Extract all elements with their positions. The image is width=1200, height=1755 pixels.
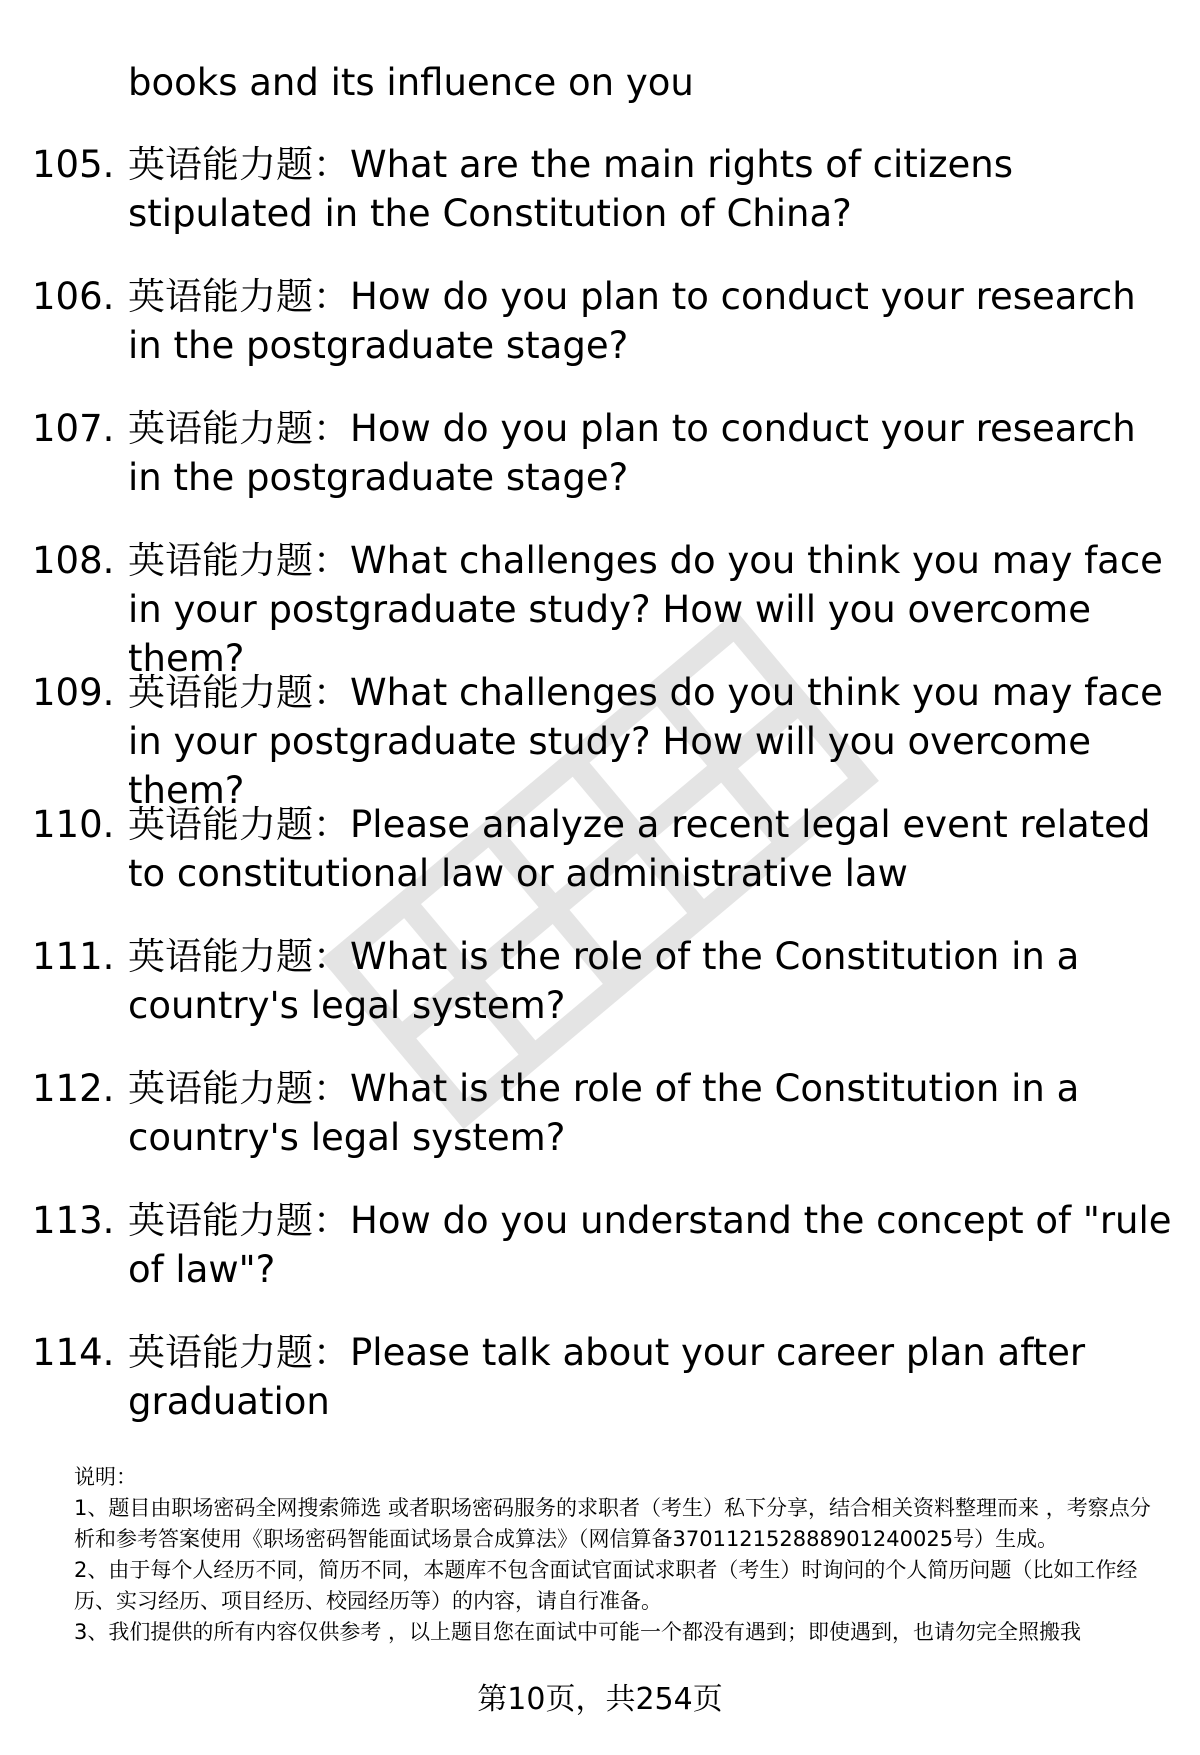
question-item — [0, 800, 1200, 932]
question-item — [0, 404, 1200, 536]
question-body — [128, 1064, 1178, 1162]
question-body — [128, 272, 1178, 370]
question-body — [128, 1328, 1178, 1426]
question-text: How do you plan to conduct your research in the postgraduate stage? — [128, 275, 1136, 367]
question-category-tag: 英语能力题： — [128, 671, 350, 714]
question-number: 113. — [32, 1199, 115, 1242]
question-item — [0, 272, 1200, 404]
question-number: 107. — [32, 407, 115, 450]
question-number: 114. — [32, 1331, 115, 1374]
question-text: What challenges do you think you may face in your postgraduate study? How will you overcome them? — [128, 671, 1163, 812]
notes-item-1: 1、题目由职场密码全网搜索筛选 或者职场密码服务的求职者（考生）私下分享，结合相关资料整理而来 ，考察点分析和参考答案使用《职场密码智能面试场景合成算法》（网信算备370112152888901240025号）生成。 — [74, 1496, 1151, 1551]
question-body — [128, 140, 1178, 238]
question-category-tag: 英语能力题： — [128, 1067, 350, 1110]
question-body — [128, 1196, 1178, 1294]
question-text: What is the role of the Constitution in a country's legal system? — [128, 935, 1080, 1027]
question-category-tag: 英语能力题： — [128, 935, 350, 978]
continuation-text: books and its influence on you — [128, 61, 694, 104]
question-text: Please analyze a recent legal event related to constitutional law or administrative law — [128, 803, 1151, 895]
question-body — [128, 800, 1178, 898]
question-number: 110. — [32, 803, 115, 846]
question-body — [128, 404, 1178, 502]
question-text: What is the role of the Constitution in a country's legal system? — [128, 1067, 1080, 1159]
question-number: 109. — [32, 671, 115, 714]
question-item — [0, 1328, 1200, 1460]
question-category-tag: 英语能力题： — [128, 275, 350, 318]
question-category-tag: 英语能力题： — [128, 803, 350, 846]
question-item — [0, 1196, 1200, 1328]
question-category-tag: 英语能力题： — [128, 143, 350, 186]
question-text: How do you plan to conduct your research in the postgraduate stage? — [128, 407, 1136, 499]
question-text: How do you understand the concept of "rule of law"? — [128, 1199, 1172, 1291]
question-item — [0, 932, 1200, 1064]
question-text: Please talk about your career plan after graduation — [128, 1331, 1086, 1423]
question-number: 106. — [32, 275, 115, 318]
page-number-footer: 第10页，共254页 — [477, 1682, 723, 1717]
question-body — [128, 536, 1178, 683]
notes-section — [74, 1462, 1154, 1648]
notes-heading: 说明： — [74, 1465, 137, 1489]
notes-item-3: 3、我们提供的所有内容仅供参考 ，以上题目您在面试中可能一个都没有遇到；即使遇到，也请勿完全照搬我 — [74, 1620, 1082, 1644]
question-body — [128, 668, 1178, 815]
question-category-tag: 英语能力题： — [128, 1199, 350, 1242]
question-item — [0, 668, 1200, 812]
question-item — [0, 536, 1200, 680]
question-item — [0, 140, 1200, 272]
question-number: 108. — [32, 539, 115, 582]
question-text: What are the main rights of citizens stipulated in the Constitution of China? — [128, 143, 1013, 235]
question-number: 112. — [32, 1067, 115, 1110]
question-item — [0, 1064, 1200, 1196]
question-category-tag: 英语能力题： — [128, 407, 350, 450]
question-text: What challenges do you think you may face in your postgraduate study? How will you overcome them? — [128, 539, 1163, 680]
question-number: 111. — [32, 935, 115, 978]
question-category-tag: 英语能力题： — [128, 1331, 350, 1374]
notes-item-2: 2、由于每个人经历不同，简历不同，本题库不包含面试官面试求职者（考生）时询问的个人简历问题（比如工作经历、实习经历、项目经历、校园经历等）的内容，请自行准备。 — [74, 1558, 1138, 1613]
question-number: 105. — [32, 143, 115, 186]
question-list — [0, 140, 1200, 1460]
question-body — [128, 932, 1178, 1030]
question-category-tag: 英语能力题： — [128, 539, 350, 582]
